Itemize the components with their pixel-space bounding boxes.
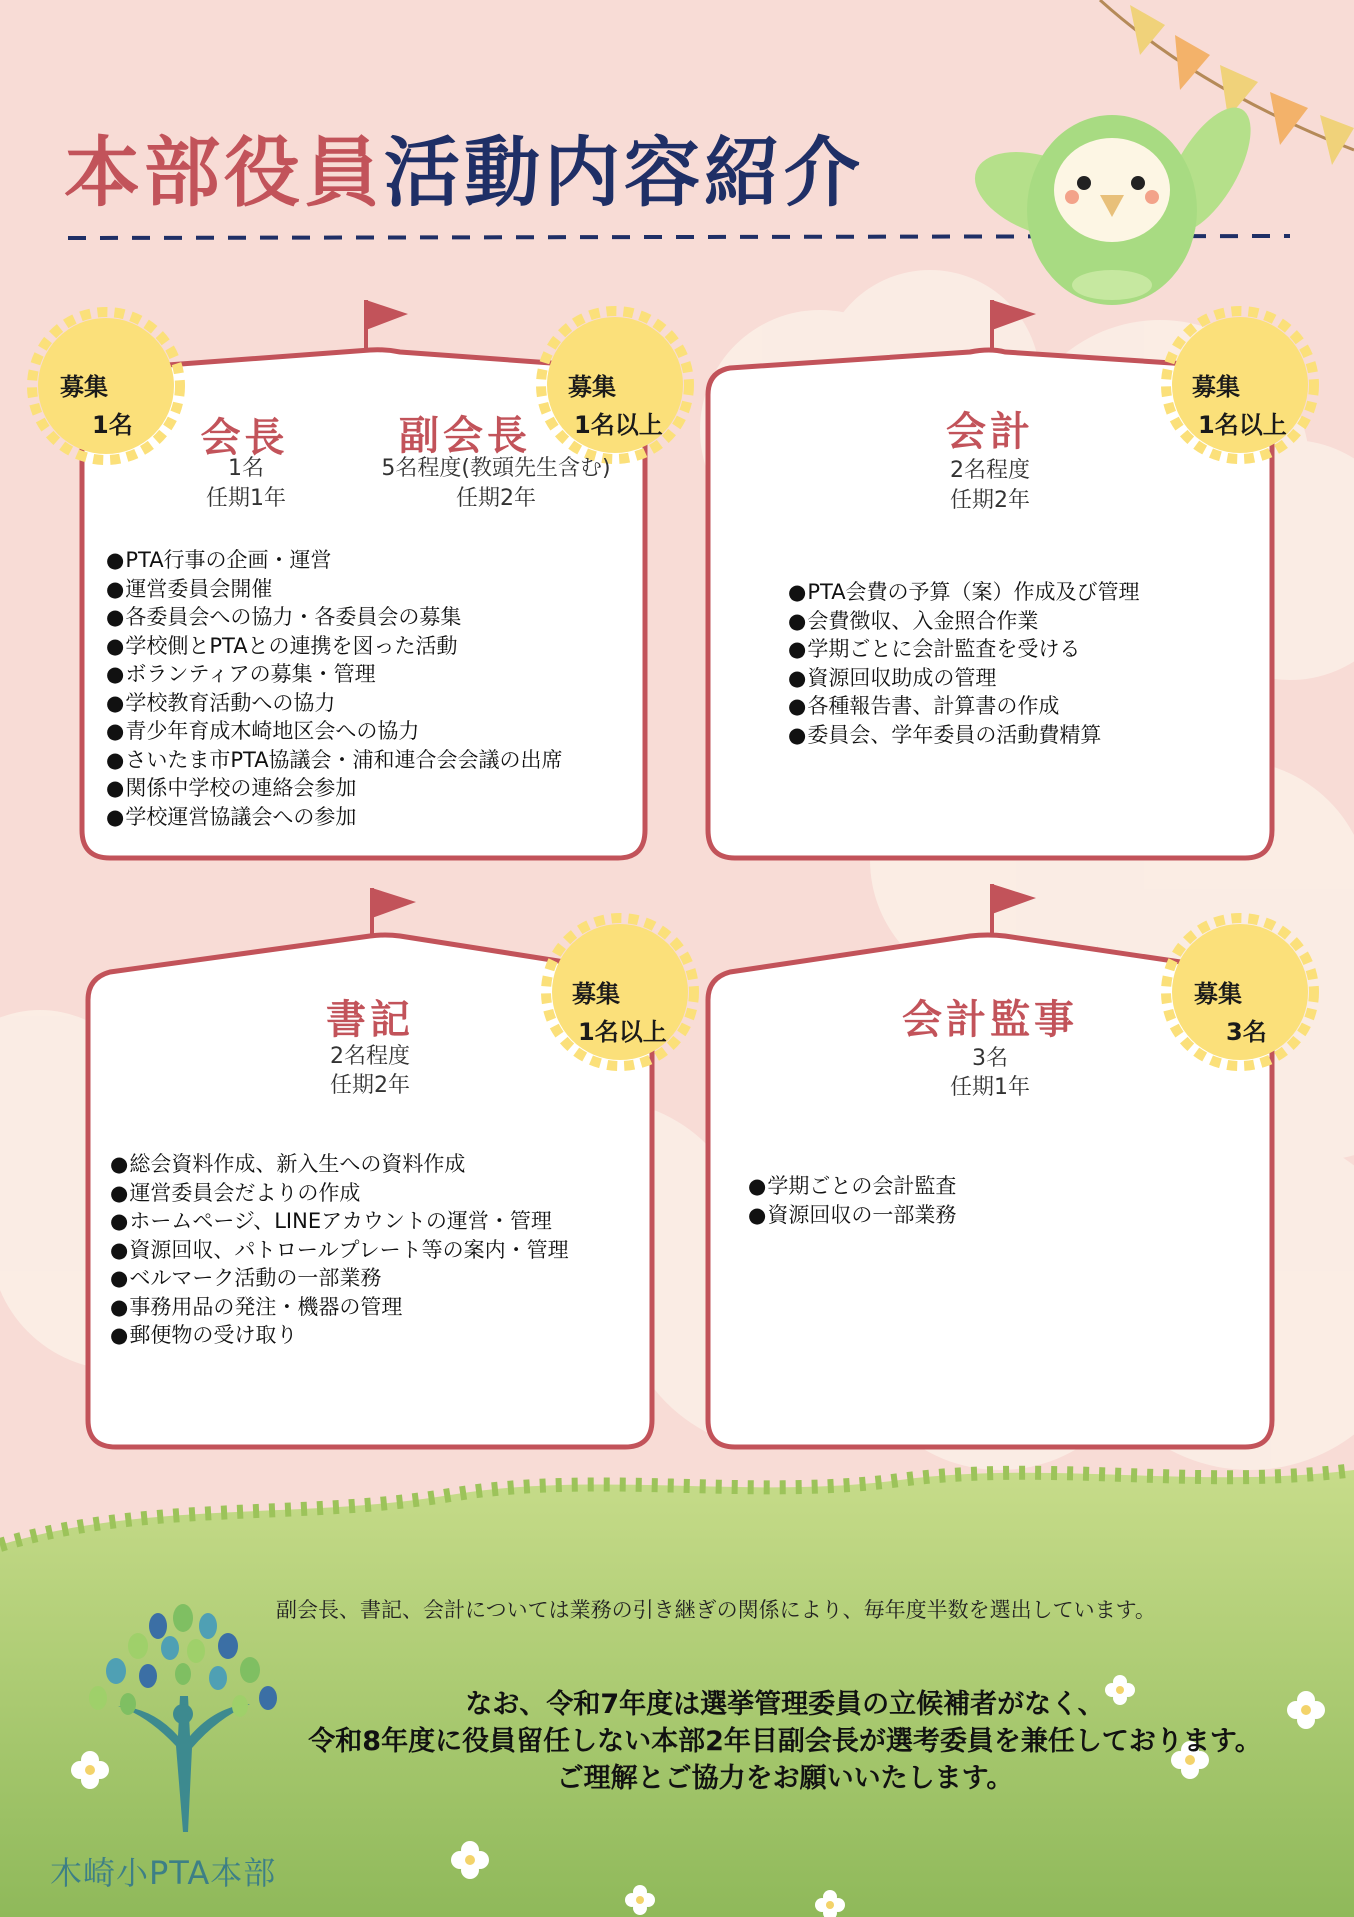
list-item: ● 運営委員会だよりの作成 (110, 1179, 569, 1208)
title-part1: 本部役員 (64, 128, 384, 217)
recruit-badge-auditor (1184, 943, 1324, 1083)
note-line: 令和8年度に役員留任しない本部2年目副会長が選考委員を兼任しております。 (308, 1726, 1262, 1757)
list-item: ● 郵便物の受け取り (110, 1321, 569, 1350)
auditor-term: 任期1年 (950, 1075, 1030, 1100)
list-item: ● 資源回収助成の管理 (788, 664, 1140, 693)
list-item: ● 会費徴収、入金照合作業 (788, 607, 1140, 636)
list-item: ● 資源回収、パトロールプレート等の案内・管理 (110, 1236, 569, 1265)
secretary-count: 2名程度 (330, 1044, 410, 1069)
list-item: ● 学校教育活動への協力 (106, 689, 563, 718)
list-item: ● 学期ごとに会計監査を受ける (788, 635, 1140, 664)
list-item: ● 青少年育成木崎地区会への協力 (106, 717, 563, 746)
badge-label: 募集 (572, 980, 620, 1008)
recruit-badge-president (48, 336, 188, 476)
tree-logo-icon (78, 1596, 288, 1832)
list-item: ● 運営委員会開催 (106, 575, 563, 604)
accounting-duties-list (788, 578, 1140, 749)
secretary-term: 任期2年 (330, 1073, 410, 1098)
vice-president-count: 5名程度(教頭先生含む) (381, 456, 611, 481)
list-item: ● 学期ごとの会計監査 (748, 1172, 956, 1201)
list-item: ● 各委員会への協力・各委員会の募集 (106, 603, 563, 632)
title-part2: 活動内容紹介 (384, 128, 864, 217)
accounting-count: 2名程度 (950, 458, 1030, 483)
secretary-duties-list (110, 1150, 569, 1350)
list-item: ● 学校側とPTAとの連携を図った活動 (106, 632, 563, 661)
list-item: ● PTA会費の予算（案）作成及び管理 (788, 578, 1140, 607)
list-item: ● 総会資料作成、新入生への資料作成 (110, 1150, 569, 1179)
president-count: 1名 (228, 456, 264, 481)
accounting-term: 任期2年 (950, 488, 1030, 513)
list-item: ● さいたま市PTA協議会・浦和連合会会議の出席 (106, 746, 563, 775)
badge-count: 1名以上 (1198, 411, 1287, 439)
president-term: 任期1年 (206, 486, 286, 511)
list-item: ● 資源回収の一部業務 (748, 1201, 956, 1230)
organization-name: 木崎小PTA本部 (50, 1854, 277, 1892)
badge-label: 募集 (1194, 980, 1242, 1008)
badge-label: 募集 (568, 373, 616, 401)
note-selection-policy: 副会長、書記、会計については業務の引き継ぎの関係により、毎年度半数を選出しています。 (276, 1598, 1156, 1622)
president-duties-list (106, 546, 563, 831)
recruit-badge-secretary (564, 943, 704, 1083)
auditor-duties-list (748, 1172, 956, 1229)
heading-president: 会長 (200, 415, 289, 461)
badge-label: 募集 (60, 373, 108, 401)
note-election (240, 1686, 1330, 1797)
list-item: ● 委員会、学年委員の活動費精算 (788, 721, 1140, 750)
list-item: ● 関係中学校の連絡会参加 (106, 774, 563, 803)
heading-secretary: 書記 (326, 997, 414, 1043)
heading-vice-president: 副会長 (399, 413, 531, 459)
heading-accounting: 会計 (946, 409, 1034, 455)
heading-auditor: 会計監事 (902, 997, 1078, 1043)
badge-count: 1名以上 (574, 411, 663, 439)
note-line: ご理解とご協力をお願いいたします。 (556, 1763, 1014, 1794)
list-item: ● 事務用品の発注・機器の管理 (110, 1293, 569, 1322)
list-item: ● ベルマーク活動の一部業務 (110, 1264, 569, 1293)
badge-count: 1名以上 (578, 1018, 667, 1046)
recruit-badge-accounting (1184, 336, 1324, 476)
auditor-count: 3名 (972, 1046, 1008, 1071)
badge-count: 1名 (92, 411, 133, 439)
note-line: なお、令和7年度は選挙管理委員の立候補者がなく、 (465, 1689, 1105, 1720)
list-item: ● 学校運営協議会への参加 (106, 803, 563, 832)
badge-count: 3名 (1226, 1018, 1267, 1046)
list-item: ● PTA行事の企画・運営 (106, 546, 563, 575)
list-item: ● ホームページ、LINEアカウントの運営・管理 (110, 1207, 569, 1236)
vice-president-term: 任期2年 (456, 486, 536, 511)
list-item: ● ボランティアの募集・管理 (106, 660, 563, 689)
list-item: ● 各種報告書、計算書の作成 (788, 692, 1140, 721)
badge-label: 募集 (1192, 373, 1240, 401)
